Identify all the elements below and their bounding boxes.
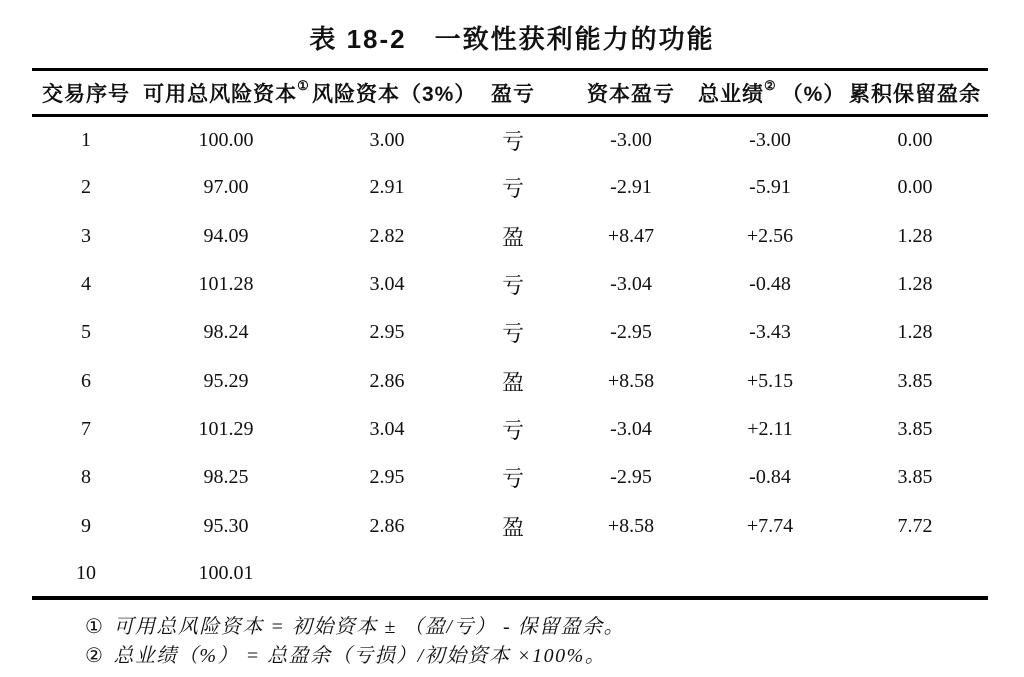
table-cell: 亏 bbox=[501, 176, 524, 202]
table-cell: +8.47 bbox=[607, 224, 655, 247]
table-cell: -3.43 bbox=[749, 321, 791, 344]
table-row bbox=[32, 502, 988, 550]
table-cell: 101.28 bbox=[198, 273, 254, 296]
table-cell: -2.95 bbox=[610, 321, 652, 344]
table-cell: 3.04 bbox=[369, 273, 405, 296]
col-header-suffix: （%） bbox=[781, 82, 846, 106]
col-header-trade-seq bbox=[32, 70, 140, 116]
table-cell: -0.84 bbox=[749, 466, 791, 489]
table-cell: +5.15 bbox=[746, 369, 794, 392]
table-cell: 1 bbox=[81, 128, 91, 151]
footnote-ref-icon: ① bbox=[297, 77, 309, 93]
table-cell: 98.24 bbox=[203, 321, 249, 344]
table-cell: 3.85 bbox=[897, 369, 933, 392]
table-cell: 0.00 bbox=[897, 176, 933, 199]
table-cell: 100.01 bbox=[198, 561, 254, 584]
table-cell: +7.74 bbox=[746, 514, 794, 537]
table-cell: 95.30 bbox=[203, 514, 249, 537]
table-cell: 10 bbox=[76, 561, 96, 584]
profitability-table bbox=[32, 68, 988, 600]
footnote-2 bbox=[85, 642, 1024, 671]
table-cell: +8.58 bbox=[607, 369, 655, 392]
footnote-1-text: 可用总风险资本 = 初始资本 ± （盈/亏） - 保留盈余。 bbox=[113, 616, 626, 639]
col-header-label: 可用总风险资本 bbox=[143, 82, 298, 106]
table-cell: 0.00 bbox=[897, 128, 933, 151]
table-cell: 3.85 bbox=[897, 417, 933, 440]
table-cell: 1.28 bbox=[897, 321, 933, 344]
table-row bbox=[32, 164, 988, 212]
table-cell: -3.00 bbox=[749, 128, 791, 151]
col-header-capital-pnl bbox=[564, 70, 698, 116]
table-cell: -5.91 bbox=[749, 176, 791, 199]
col-header-label: 交易序号 bbox=[42, 82, 130, 106]
table-cell bbox=[564, 550, 698, 598]
col-header-label: 总业绩 bbox=[698, 82, 764, 106]
table-cell: 2.82 bbox=[369, 224, 405, 247]
table-cell: 97.00 bbox=[203, 176, 249, 199]
table-cell bbox=[462, 550, 564, 598]
col-header-win-loss bbox=[462, 70, 564, 116]
table-row bbox=[32, 116, 988, 164]
table-body bbox=[32, 116, 988, 599]
table-cell: 3.85 bbox=[897, 466, 933, 489]
table-cell: 5 bbox=[81, 321, 91, 344]
table-cell: +2.56 bbox=[746, 224, 794, 247]
table-row bbox=[32, 357, 988, 405]
table-row bbox=[32, 212, 988, 260]
footnote-1 bbox=[85, 613, 1024, 642]
footnote-1-marker: ① bbox=[85, 616, 105, 639]
table-cell: 1.28 bbox=[897, 224, 933, 247]
table-cell: 98.25 bbox=[203, 466, 249, 489]
table-cell bbox=[698, 550, 842, 598]
table-cell: 95.29 bbox=[203, 369, 249, 392]
table-row bbox=[32, 260, 988, 308]
table-row bbox=[32, 405, 988, 453]
table-cell: 盈 bbox=[501, 224, 524, 250]
table-cell: 亏 bbox=[501, 273, 524, 299]
table-cell: 6 bbox=[81, 369, 91, 392]
col-header-cumulative-retained-earnings bbox=[842, 70, 988, 116]
table-cell: 7 bbox=[81, 417, 91, 440]
table-header-row bbox=[32, 70, 988, 116]
table-cell bbox=[842, 550, 988, 598]
table-cell: 3.00 bbox=[369, 128, 405, 151]
table-cell: +2.11 bbox=[747, 417, 793, 440]
col-header-total-performance bbox=[698, 70, 846, 116]
col-header-label: 资本盈亏 bbox=[587, 82, 675, 106]
table-cell: -0.48 bbox=[749, 273, 791, 296]
table-cell: 101.29 bbox=[198, 417, 254, 440]
table-cell: 1.28 bbox=[897, 273, 933, 296]
table-cell: -3.00 bbox=[610, 128, 652, 151]
table-cell: 亏 bbox=[501, 128, 524, 154]
table-cell: 2.95 bbox=[369, 466, 405, 489]
table-cell: 2.95 bbox=[369, 321, 405, 344]
table-cell: 2.91 bbox=[369, 176, 405, 199]
table-cell: 2.86 bbox=[369, 514, 405, 537]
table-cell: 4 bbox=[81, 273, 91, 296]
table-cell: -3.04 bbox=[610, 417, 652, 440]
col-header-risk-capital bbox=[312, 70, 477, 116]
page-title: 表 18-2 一致性获利能力的功能 bbox=[309, 24, 715, 54]
table-cell: 94.09 bbox=[203, 224, 249, 247]
table-cell: 7.72 bbox=[897, 514, 933, 537]
footnotes-section bbox=[85, 613, 1024, 670]
footnote-2-text: 总业绩（%） = 总盈余（亏损）/初始资本 ×100%。 bbox=[113, 644, 607, 667]
table-cell: 8 bbox=[81, 466, 91, 489]
table-row bbox=[32, 550, 988, 598]
table-cell: 3 bbox=[81, 224, 91, 247]
col-header-label: 风险资本（3%） bbox=[312, 82, 477, 106]
table-cell: -2.95 bbox=[610, 466, 652, 489]
table-cell: 盈 bbox=[501, 514, 524, 540]
col-header-label: 累积保留盈余 bbox=[849, 82, 981, 106]
table-cell: 9 bbox=[81, 514, 91, 537]
table-cell: 3.04 bbox=[369, 417, 405, 440]
table-row bbox=[32, 454, 988, 502]
table-cell bbox=[312, 550, 462, 598]
table-cell: 2.86 bbox=[369, 369, 405, 392]
footnote-ref-icon: ② bbox=[764, 77, 776, 93]
footnote-2-marker: ② bbox=[85, 644, 105, 667]
table-cell: 2 bbox=[81, 176, 91, 199]
table-cell: +8.58 bbox=[607, 514, 655, 537]
table-row bbox=[32, 309, 988, 357]
table-cell: 亏 bbox=[501, 466, 524, 492]
table-cell: 亏 bbox=[501, 321, 524, 347]
col-header-label: 盈亏 bbox=[491, 82, 535, 106]
table-cell: -3.04 bbox=[610, 273, 652, 296]
table-cell: 盈 bbox=[501, 369, 524, 395]
table-cell: -2.91 bbox=[610, 176, 652, 199]
col-header-available-risk-capital bbox=[140, 70, 312, 116]
table-cell: 亏 bbox=[501, 417, 524, 443]
table-cell: 100.00 bbox=[198, 128, 254, 151]
